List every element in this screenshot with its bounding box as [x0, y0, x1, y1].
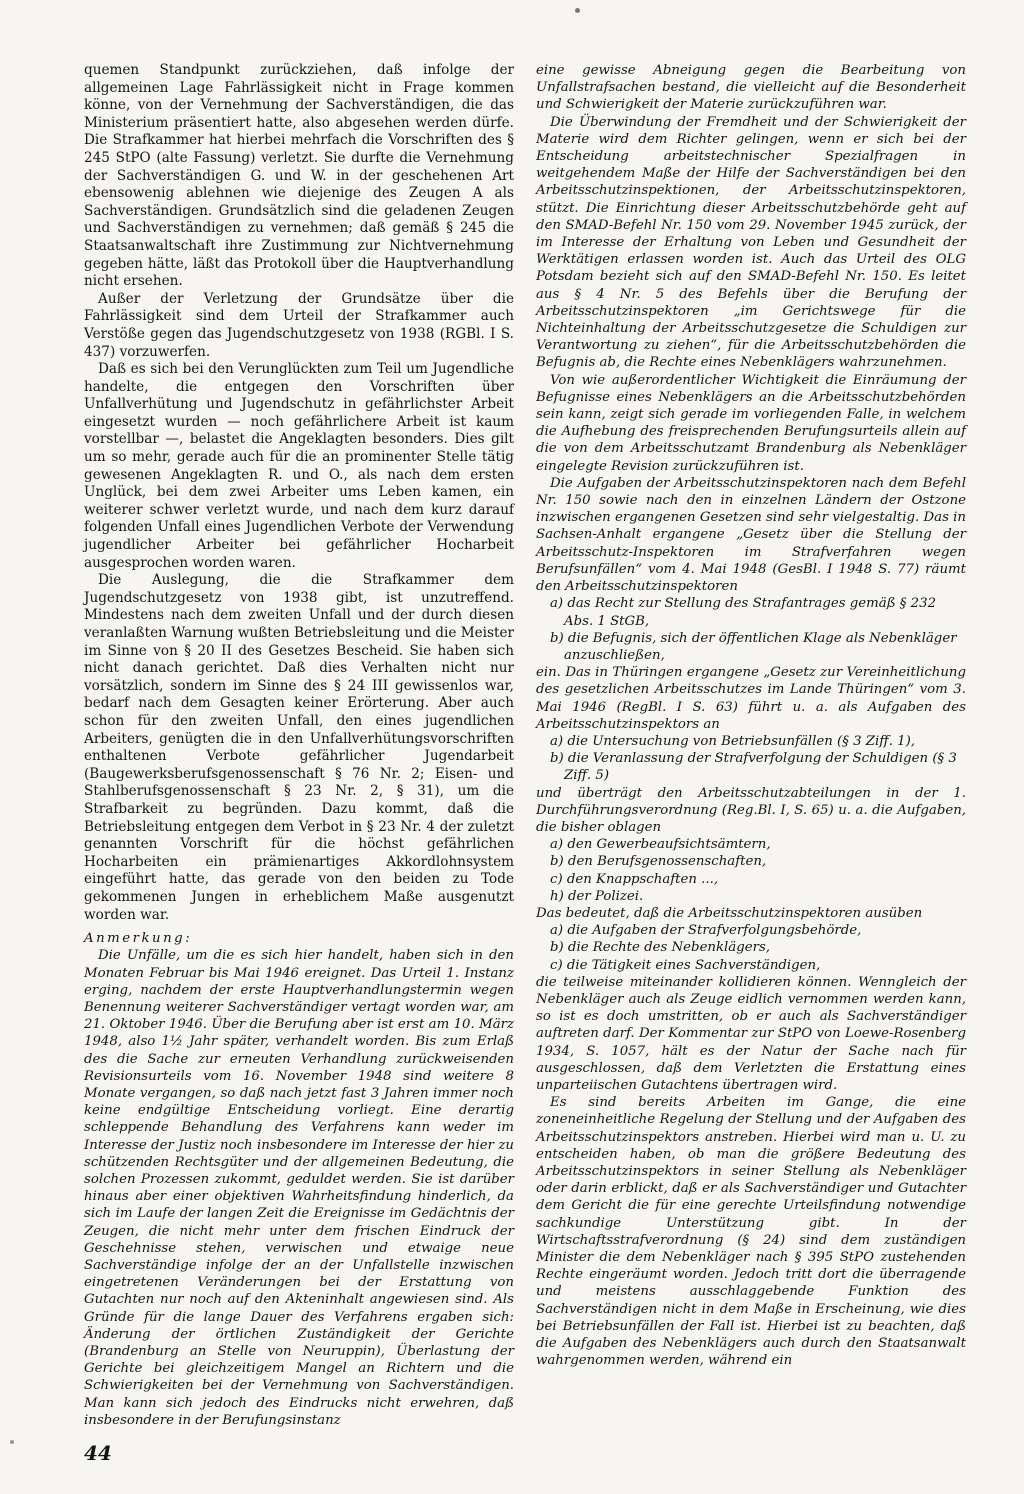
list-item: a) den Gewerbeaufsichtsämtern,	[550, 837, 771, 853]
paragraph: Die Überwindung der Fremdheit und der Schwierigkeit der Materie wird dem Richter gelingen, wenn er sich bei der Entscheidung arbeitstechnischer Spezialfragen in weitgehendem Maße der Hilfe der Sachverständigen bei den Arbeitsschutzinspektionen, der Arbeitsschutzinspektoren, stützt. Die Einrichtung dieser Arbeitsschutzbehörde geht auf den SMAD-Befehl Nr. 150 vom 29. November 1945 zurück, der im Interesse der Erhaltung von Leben und Gesundheit der Werktätigen erlassen worden ist. Auch das Urteil des OLG Potsdam bezieht sich auf den SMAD-Befehl Nr. 150. Es leitet aus § 4 Nr. 5 des Befehls über die Berufung der Arbeitsschutzinspektoren „im Gerichtswege für die Nichteinhaltung der Arbeitsschutzgesetze die Schuldigen zur Verantwortung zu ziehen“, für die Arbeitsschutzbehörden die Befugnis ab, die Rechte eines Nebenklägers wahrzunehmen.	[536, 114, 966, 371]
list-item: h) der Polizei.	[550, 888, 644, 904]
page-number: 44	[84, 1441, 112, 1465]
list-item: a) die Untersuchung von Betriebsunfällen (§ 3 Ziff. 1),	[550, 733, 916, 749]
paragraph: ein. Das in Thüringen ergangene „Gesetz zur Vereinheitlichung des gesetzlichen Arbeitsschutzes im Lande Thüringen“ vom 3. Mai 1946 (RegBl. I S. 63) führt u. a. als Aufgaben des Arbeitsschutzinspektors an	[536, 665, 966, 732]
paragraph: Daß es sich bei den Verunglückten zum Teil um Jugendliche handelte, die entgegen den Vorschriften über Unfallverhütung und Jugendschutz in gefährlichster Arbeit eingesetzt wurden — noch gefährlichere Arbeit ist kaum vorstellbar —, belastet die Angeklagten besonders. Dies gilt um so mehr, gerade auch für die an prominenter Stelle tätig gewesenen Angeklagten R. und O., als nach dem ersten Unglück, bei dem zwei Arbeiter ums Leben kamen, ein weiterer schwer verletzt wurde, und nach dem kurz darauf folgenden Unfall eines Jugendlichen Verbote der Verwendung jugendlicher Arbeiter bei gefährlicher Hocharbeit ausgesprochen worden waren.	[84, 361, 514, 571]
list-item: b) den Berufsgenossenschaften,	[550, 854, 767, 870]
list	[536, 595, 966, 664]
paragraph: die teilweise miteinander kollidieren können. Wenngleich der Nebenkläger auch als Zeuge eidlich vernommen werden kann, so ist es doch umstritten, ob er auch als Sachverständiger auftreten darf. Der Kommentar zur StPO von Loewe-Rosenberg 1934, S. 1057, hält es der Natur der Sache nach für ausgeschlossen, daß dem Verletzten die Erstattung eines unparteiischen Gutachtens übertragen wird.	[536, 974, 966, 1093]
scan-dot	[575, 8, 580, 13]
list	[536, 836, 966, 905]
list	[536, 922, 966, 974]
list-item: c) die Tätigkeit eines Sachverständigen,	[550, 957, 821, 973]
paragraph: Außer der Verletzung der Grundsätze über die Fahrlässigkeit sind dem Urteil der Strafkammer auch Verstöße gegen das Jugendschutzgesetz von 1938 (RGBl. I S. 437) vorzuwerfen.	[84, 290, 514, 360]
paragraph: Es sind bereits Arbeiten im Gange, die eine zoneneinheitliche Regelung der Stellung und der Aufgaben des Arbeitsschutzinspektors anstreben. Hierbei wird man u. U. zu entscheiden haben, ob man die größere Bedeutung des Arbeitsschutzinspektors in seiner Stellung als Nebenkläger oder darin erblickt, daß er als Sachverständiger und Gutachter dem Gericht die für eine gerechte Urteilsfindung notwendige sachkundige Unterstützung gibt. In der Wirtschaftsstrafverordnung (§ 24) sind dem zuständigen Minister die dem Nebenkläger nach § 395 StPO zustehenden Rechte eingeräumt worden. Jedoch tritt dort die überragende und meistens ausschlaggebende Funktion des Sachverständigen nicht in dem Maße in Erscheinung, wie dies bei Betriebsunfällen der Fall ist. Hierbei ist zu beachten, daß die Aufgaben des Nebenklägers auch durch den Staatsanwalt wahrgenommen werden, während ein	[536, 1095, 966, 1369]
note-paragraph: Die Unfälle, um die es sich hier handelt, haben sich in den Monaten Februar bis Mai 1946 ereignet. Das Urteil 1. Instanz erging, nachdem der erste Hauptverhandlungstermin wegen Benennung weiterer Sachverständiger vertagt worden war, am 21. Oktober 1946. Über die Berufung aber ist erst am 10. März 1948, also 1½ Jahr später, verhandelt worden. Bis zum Erlaß des die Sache zur erneuten Verhandlung zurückweisenden Revisionsurteils vom 16. November 1948 sind weitere 8 Monate vergangen, so daß nach jetzt fast 3 Jahren immer noch keine endgültige Entscheidung vorliegt. Eine derartig schleppende Behandlung des Verfahrens kann weder im Interesse der Justiz noch insbesondere im Interesse der hier zu schützenden Rechtsgüter und der allgemeinen Bedeutung, die solchen Prozessen zukommt, geduldet werden. Sie ist darüber hinaus aber einer objektiven Wahrheitsfindung hinderlich, da sich im Laufe der langen Zeit die Ereignisse im Gedächtnis der Zeugen, die nicht mehr unter dem frischen Eindruck der Geschehnisse stehen, verwischen und etwaige neue Sachverständige infolge der an der Unfallstelle inzwischen eingetretenen Veränderungen bei der Erstattung von Gutachten nur noch auf den Akteninhalt angewiesen sind. Als Gründe für die lange Dauer des Verfahrens ergaben sich: Änderung der örtlichen Zuständigkeit der Gerichte (Brandenburg an Stelle von Neuruppin), Überlastung der Gerichte bei gleichzeitigem Mangel an Richtern und die Schwierigkeiten bei der Vernehmung von Sachverständigen. Man kann sich jedoch des Eindrucks nicht erwehren, daß insbesondere in der Berufungsinstanz	[84, 948, 514, 1428]
right-column	[536, 62, 966, 1369]
paragraph: und überträgt den Arbeitsschutzabteilungen in der 1. Durchführungsverordnung (Reg.Bl. I, S. 65) u. a. die Aufgaben, die bisher oblagen	[536, 785, 966, 835]
paragraph: eine gewisse Abneigung gegen die Bearbeitung von Unfallstrafsachen bestand, die vielleicht auf die Besonderheit und Schwierigkeit der Materie zurückzuführen war.	[536, 63, 966, 113]
paragraph: Von wie außerordentlicher Wichtigkeit die Einräumung der Befugnisse eines Nebenklägers an die Arbeitsschutzbehörden sein kann, zeigt sich gerade im vorliegenden Falle, in welchem die Aufhebung des freisprechenden Berufungsurteils allein auf die von dem Arbeitsschutzamt Brandenburg als Nebenkläger eingelegte Revision zurückzuführen ist.	[536, 372, 966, 474]
list-item: a) die Aufgaben der Strafverfolgungsbehörde,	[550, 923, 862, 939]
list-item: b) die Veranlassung der Strafverfolgung der Schuldigen (§ 3 Ziff. 5)	[550, 751, 957, 784]
paragraph: Die Aufgaben der Arbeitsschutzinspektoren nach dem Befehl Nr. 150 sowie nach den in einzelnen Ländern der Ostzone inzwischen ergangenen Gesetzen sind sehr vielgestaltig. Das in Sachsen-Anhalt ergangene „Gesetz über die Stellung der Arbeitsschutz-Inspektoren im Strafverfahren wegen Berufsunfällen“ vom 4. Mai 1948 (GesBl. I 1948 S. 77) räumt den Arbeitsschutzinspektoren	[536, 475, 966, 595]
scan-dot	[10, 1440, 14, 1444]
document-page	[84, 62, 964, 1462]
paragraph: Das bedeutet, daß die Arbeitsschutzinspektoren ausüben	[536, 905, 923, 921]
paragraph: quemen Standpunkt zurückziehen, daß infolge der allgemeinen Lage Fahrlässigkeit nicht in Frage kommen könne, von der Vernehmung der Sachverständigen, die das Ministerium präsentiert hatte, also abgesehen werden dürfe. Die Strafkammer hat hierbei mehrfach die Vorschriften des § 245 StPO (alte Fassung) verletzt. Sie durfte die Vernehmung der Sachverständigen G. und W. in der geschehenen Art ebensowenig ablehnen wie diejenige des Zeugen A als Sachverständigen. Grundsätzlich sind die geladenen Zeugen und Sachverständigen zu vernehmen; daß gemäß § 245 die Staatsanwaltschaft ihre Zustimmung zur Nichtvernehmung gegeben hätte, läßt das Protokoll über die Hauptverhandlung nicht ersehen.	[84, 62, 514, 290]
left-column	[84, 62, 514, 1429]
list	[536, 733, 966, 785]
list-item: b) die Befugnis, sich der öffentlichen Klage als Nebenkläger anzuschließen,	[550, 630, 957, 663]
list-item: a) das Recht zur Stellung des Strafantrages gemäß § 232 Abs. 1 StGB,	[550, 596, 937, 629]
note-heading: Anmerkung:	[84, 931, 193, 947]
paragraph: Die Auslegung, die die Strafkammer dem Jugendschutzgesetz von 1938 gibt, ist unzutreffend. Mindestens nach dem zweiten Unfall und der durch diesen veranlaßten Warnung wußten Betriebsleitung und die Meister im Sinne von § 20 II des Gesetzes Bescheid. Sie haben sich nicht danach gerichtet. Daß dies Verhalten nicht nur vorsätzlich, sondern im Sinne des § 24 III gewissenlos war, bedarf nach dem Gesagten keiner Erörterung. Aber auch schon für den zweiten Unfall, den eines jugendlichen Arbeiters, genügten die in den Unfallverhütungsvorschriften enthaltenen Verbote gefährlicher Jugendarbeit (Baugewerksberufsgenossenschaft § 76 Nr. 2; Eisen- und Stahlberufsgenossenschaft § 23 Nr. 2, § 31), um die Strafbarkeit zu begründen. Dazu kommt, daß die Betriebsleitung entgegen dem Verbot in § 23 Nr. 4 der zuletzt genannten Vorschrift für die höchst gefährlichen Hocharbeiten ein prämienartiges Akkordlohnsystem eingeführt hatte, das gerade von den beiden zu Tode gekommenen Jungen in erheblichem Maße ausgenutzt worden war.	[84, 572, 514, 923]
list-item: c) den Knappschaften ...,	[550, 871, 719, 887]
list-item: b) die Rechte des Nebenklägers,	[550, 940, 771, 956]
